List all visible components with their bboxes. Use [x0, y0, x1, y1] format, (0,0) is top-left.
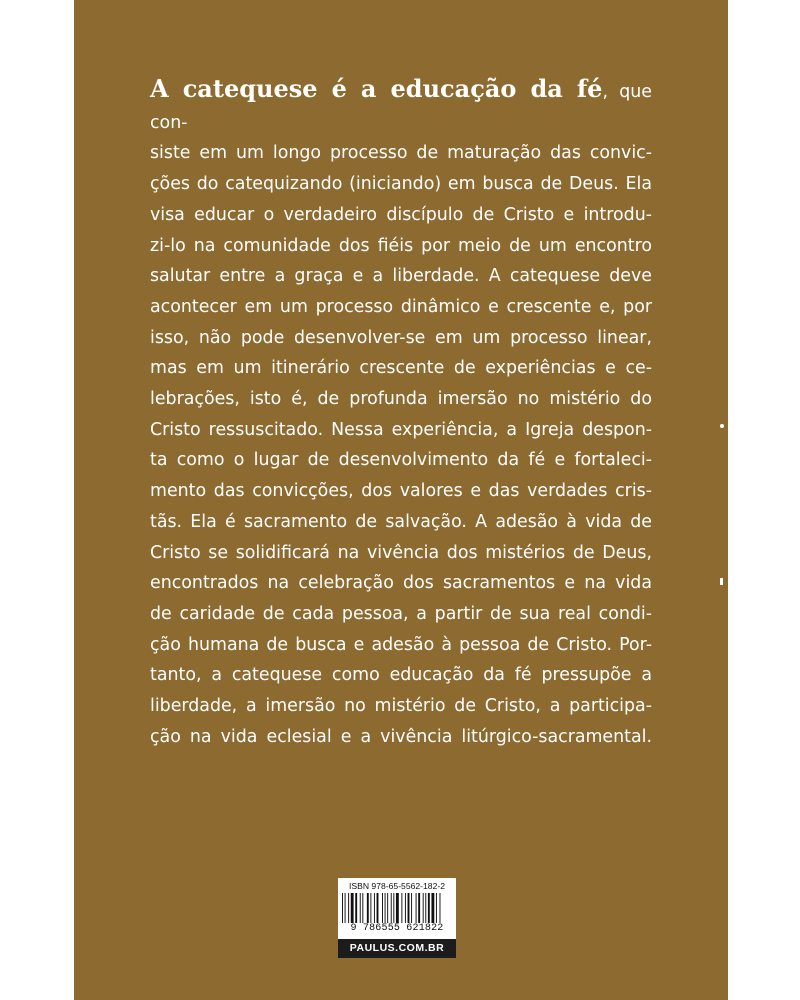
synopsis-line: tãs. Ela é sacramento de salvação. A adesão à vida de [150, 511, 652, 532]
barcode-bar [362, 893, 363, 923]
barcode-block [338, 878, 456, 958]
synopsis-line: visa educar o verdadeiro discípulo de Cristo e introdu- [150, 204, 652, 225]
barcode-bar [405, 893, 406, 923]
edge-mark-bottom [720, 578, 723, 585]
synopsis-line: mento das convicções, dos valores e das verdades cris- [150, 481, 652, 502]
barcode-bar [440, 893, 441, 923]
synopsis-lead-text: A catequese é a educação da fé [150, 74, 603, 103]
barcode-bar [425, 893, 426, 923]
synopsis-line: tanto, a catequese como educação da fé pressupõe a [150, 665, 652, 686]
barcode-digits: 9 786555 621822 [350, 923, 444, 934]
synopsis-line: Cristo ressuscitado. Nessa experiência, a Igreja despon- [150, 419, 652, 440]
barcode-bar [348, 893, 349, 923]
synopsis-paragraph [150, 74, 652, 752]
barcode-bar [411, 893, 412, 923]
synopsis-line: de caridade de cada pessoa, a partir de sua real condi- [150, 603, 652, 624]
synopsis-line: acontecer em um processo dinâmico e crescente e, por [150, 296, 652, 317]
synopsis-line: ções do catequizando (iniciando) em busca de Deus. Ela [150, 174, 652, 195]
synopsis-body-text [150, 82, 652, 747]
barcode-bar [385, 893, 386, 923]
synopsis-line: ta como o lugar de desenvolvimento da fé e fortaleci- [150, 450, 652, 471]
barcode-bar [391, 893, 392, 923]
barcode-bar [423, 893, 424, 923]
barcode-bar [393, 893, 394, 923]
barcode-bar [416, 893, 417, 923]
synopsis-line: liberdade, a imersão no mistério de Cristo, a participa- [150, 696, 652, 717]
barcode-bar [370, 893, 371, 923]
edge-mark-top [720, 424, 724, 428]
barcode-bar [377, 893, 379, 923]
synopsis-line: salutar entre a graça e a liberdade. A catequese deve [150, 266, 652, 287]
barcode-bars [342, 893, 452, 923]
barcode-bar [431, 893, 434, 923]
synopsis-line: ção humana de busca e adesão à pessoa de Cristo. Por- [150, 634, 652, 655]
barcode-bar [382, 893, 383, 923]
synopsis-line: lebrações, isto é, de profunda imersão no mistério do [150, 389, 652, 410]
barcode-bar [401, 893, 402, 923]
barcode-bar [436, 893, 437, 923]
barcode-bar [351, 893, 354, 923]
barcode-bar [374, 893, 375, 923]
synopsis-line: , que con- [150, 82, 652, 133]
synopsis-line: isso, não pode desenvolver-se em um processo linear, [150, 327, 652, 348]
synopsis-line: zi-lo na comunidade dos fiéis por meio de um encontro [150, 235, 652, 256]
barcode-bar [428, 893, 430, 923]
barcode-bar [355, 893, 357, 923]
barcode-bar [342, 893, 343, 923]
barcode-bar [367, 893, 369, 923]
barcode-bar [360, 893, 361, 923]
publisher-website: PAULUS.COM.BR [338, 939, 456, 958]
synopsis-line: siste em um longo processo de maturação das convic- [150, 143, 652, 164]
barcode-bar [408, 893, 410, 923]
synopsis-line: ção na vida eclesial e a vivência litúrgico-sacramental. [150, 726, 652, 747]
isbn-label: ISBN 978-65-5562-182-2 [348, 881, 446, 891]
barcode-bar [345, 893, 346, 923]
barcode-bar [396, 893, 399, 923]
barcode-bar [387, 893, 388, 923]
synopsis-line: Cristo se solidificará na vivência dos mistérios de Deus, [150, 542, 652, 563]
synopsis-line: mas em um itinerário crescente de experiências e ce- [150, 358, 652, 379]
synopsis-line: encontrados na celebração dos sacramentos e na vida [150, 573, 652, 594]
barcode-bar [418, 893, 420, 923]
